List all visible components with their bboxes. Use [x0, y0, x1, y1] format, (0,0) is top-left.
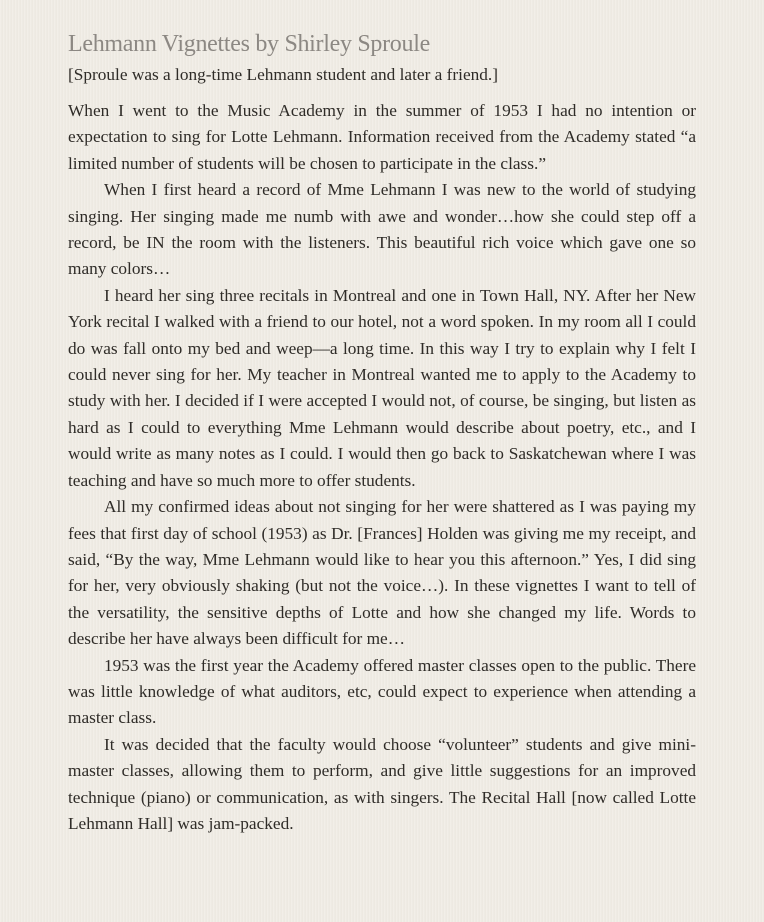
- document-title: Lehmann Vignettes by Shirley Sproule: [68, 31, 430, 57]
- paragraph-4: All my confirmed ideas about not singing for her were shattered as I was paying my fees that first day of school (1953) as Dr. [Frances] Holden was giving me my receipt, and said, “By the way, Mme Lehmann would like to hear you this afternoon.” Yes, I did sing for her, very obviously shaking (but not the voice…). In these vignettes I want to tell of the versatility, the sensitive depths of Lotte and how she changed my life. Words to describe her have always been difficult for me…: [68, 497, 696, 649]
- document-page: [68, 28, 696, 837]
- paragraph-2: When I first heard a record of Mme Lehmann I was new to the world of studying singing. Her singing made me numb with awe and wonder…how she could step off a record, be IN the room with the listeners. This beautiful rich voice which gave one so many colors…: [68, 180, 696, 279]
- paragraph-5: 1953 was the first year the Academy offered master classes open to the public. There was little knowledge of what auditors, etc, could expect to experience when attending a master class.: [68, 655, 696, 728]
- document-subtitle: [Sproule was a long-time Lehmann student and later a friend.]: [68, 65, 498, 84]
- paragraph-1: When I went to the Music Academy in the summer of 1953 I had no intention or expectation to sing for Lotte Lehmann. Information received from the Academy stated “a limited number of students will be chosen to participate in the class.”: [68, 101, 696, 173]
- document-body: [68, 98, 696, 837]
- paragraph-3: I heard her sing three recitals in Montreal and one in Town Hall, NY. After her New York recital I walked with a friend to our hotel, not a word spoken. In my room all I could do was fall onto my bed and weep—a long time. In this way I try to explain why I felt I could never sing for her. My teacher in Montreal wanted me to apply to the Academy to study with her. I decided if I were accepted I would not, of course, be singing, but listen as hard as I could to everything Mme Lehmann would describe about poetry, etc., and I would write as many notes as I could. I would then go back to Saskatchewan where I was teaching and have so much more to offer students.: [68, 285, 696, 490]
- paragraph-6: It was decided that the faculty would choose “volunteer” students and give mini-master classes, allowing them to perform, and give little suggestions for an improved technique (piano) or communication, as with singers. The Recital Hall [now called Lotte Lehmann Hall] was jam-packed.: [68, 734, 696, 833]
